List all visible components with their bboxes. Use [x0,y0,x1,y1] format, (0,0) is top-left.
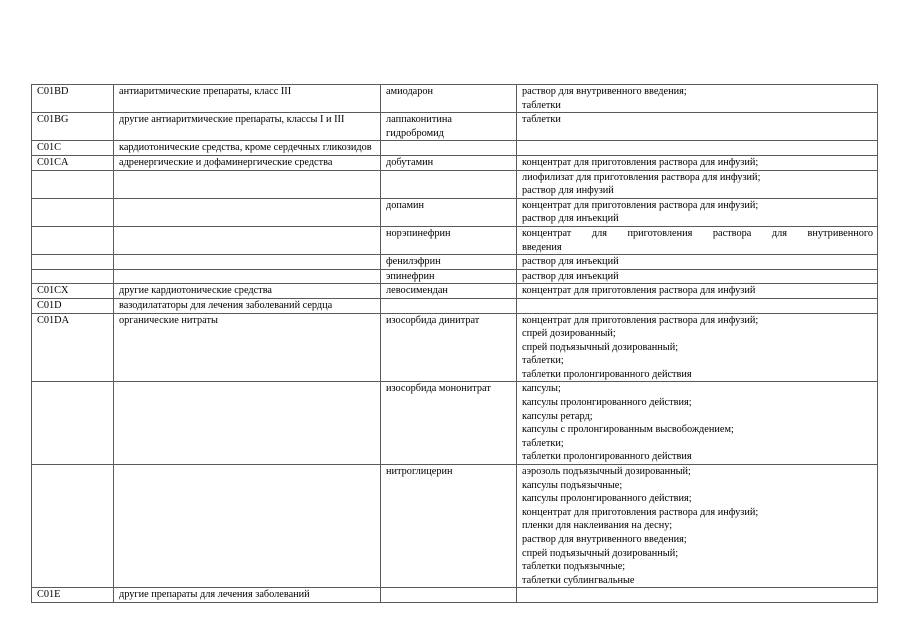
drug-name-cell: лаппаконитина гидробромид [381,113,517,141]
atc-code-cell: C01CX [32,284,114,299]
atc-code-cell: C01E [32,588,114,603]
atc-group-cell [114,170,381,198]
atc-code-cell [32,465,114,588]
table-row [32,382,878,465]
drug-name-cell: фенилэфрин [381,255,517,270]
dosage-form-line: раствор для инъекций [522,213,619,225]
dosage-forms-cell [517,465,878,588]
dosage-form-line: пленки для наклеивания на десну; [522,520,673,532]
drug-name-cell [381,298,517,313]
table-row [32,255,878,270]
atc-code-cell: C01CA [32,155,114,170]
dosage-form-line: таблетки; [522,437,564,449]
atc-code-cell: C01D [32,298,114,313]
drug-name-cell: изосорбида мононитрат [381,382,517,465]
drug-name-cell: эпинефрин [381,269,517,284]
dosage-forms-cell [517,155,878,170]
atc-group-cell: органические нитраты [114,313,381,382]
dosage-forms-cell [517,85,878,113]
dosage-forms-cell [517,298,878,313]
dosage-form-line: раствор для внутривенного введения; [522,86,687,97]
dosage-forms-cell [517,113,878,141]
drug-name-cell: левосимендан [381,284,517,299]
drug-name-cell: добутамин [381,155,517,170]
dosage-form-line: лиофилизат для приготовления раствора для инфузий; [522,171,761,183]
dosage-form-line: капсулы пролонгированного действия; [522,397,692,409]
atc-group-cell: другие антиаритмические препараты, классы I и III [114,113,381,141]
dosage-forms-cell [517,141,878,156]
table-row [32,113,878,141]
table-row [32,465,878,588]
atc-code-cell [32,269,114,284]
dosage-forms-cell [517,170,878,198]
atc-code-cell [32,226,114,254]
atc-group-cell [114,269,381,284]
atc-code-cell [32,198,114,226]
dosage-form-line: концентрат для приготовления раствора для инфузий [522,285,756,297]
table-body [32,85,878,603]
dosage-form-line: раствор для инфузий [522,185,614,197]
atc-drug-table [31,84,878,603]
dosage-form-line: таблетки; [522,355,564,367]
dosage-forms-cell [517,255,878,270]
atc-code-cell [32,255,114,270]
atc-code-cell: C01DA [32,313,114,382]
table-row [32,313,878,382]
atc-group-cell [114,226,381,254]
table-row [32,141,878,156]
atc-code-cell [32,382,114,465]
dosage-form-line: таблетки [522,114,561,126]
dosage-form-line: капсулы; [522,383,561,395]
dosage-forms-cell [517,284,878,299]
drug-name-cell: норэпинефрин [381,226,517,254]
atc-group-cell [114,465,381,588]
dosage-form-line: концентрат для приготовления раствора для инфузий; [522,506,759,518]
dosage-form-line: раствор для внутривенного введения; [522,534,687,545]
dosage-form-line: капсулы с пролонгированным высвобождением; [522,424,734,436]
table-row [32,198,878,226]
dosage-form-line: капсулы ретард; [522,410,593,422]
atc-group-cell: антиаритмические препараты, класс III [114,85,381,113]
dosage-form-line: концентрат для приготовления раствора для инфузий; [522,156,759,168]
dosage-form-line: концентрат для приготовления раствора для инфузий; [522,199,759,211]
dosage-form-line: капсулы подъязычные; [522,479,623,491]
atc-group-cell [114,198,381,226]
drug-name-cell: амиодарон [381,85,517,113]
dosage-forms-cell [517,226,878,254]
dosage-form-line: таблетки [522,99,561,111]
atc-group-cell: другие препараты для лечения заболеваний [114,588,381,603]
dosage-forms-cell [517,588,878,603]
atc-code-cell [32,170,114,198]
dosage-form-line: таблетки пролонгированного действия [522,368,692,380]
atc-group-cell [114,255,381,270]
atc-code-cell: C01C [32,141,114,156]
drug-name-cell [381,588,517,603]
drug-name-cell [381,170,517,198]
dosage-form-line: таблетки сублингвальные [522,574,635,586]
atc-code-cell: C01BG [32,113,114,141]
table-row [32,170,878,198]
table-row [32,588,878,603]
dosage-form-line: спрей подъязычный дозированный; [522,341,679,353]
dosage-form-line: спрей дозированный; [522,328,616,340]
dosage-form-line: раствор для инъекций [522,270,619,282]
drug-name-cell: изосорбида динитрат [381,313,517,382]
table-row [32,269,878,284]
dosage-form-line: аэрозоль подъязычный дозированный; [522,466,691,478]
table-row [32,85,878,113]
dosage-forms-cell [517,313,878,382]
dosage-forms-cell [517,269,878,284]
dosage-form-line: введения [522,241,562,253]
dosage-form-line: капсулы пролонгированного действия; [522,493,692,505]
dosage-forms-cell [517,382,878,465]
table-row [32,226,878,254]
atc-group-cell: вазодилататоры для лечения заболеваний сердца [114,298,381,313]
dosage-form-line: концентрат для приготовления раствора для внутривенного [522,227,873,239]
dosage-form-line: таблетки пролонгированного действия [522,451,692,463]
dosage-form-line: таблетки подъязычные; [522,561,626,573]
dosage-forms-cell [517,198,878,226]
dosage-form-line: раствор для инъекций [522,256,619,268]
dosage-form-line: спрей подъязычный дозированный; [522,547,679,559]
atc-group-cell: другие кардиотонические средства [114,284,381,299]
atc-code-cell: C01BD [32,85,114,113]
drug-name-cell: нитроглицерин [381,465,517,588]
table-row [32,155,878,170]
dosage-form-line: концентрат для приготовления раствора для инфузий; [522,314,759,326]
table-row [32,298,878,313]
table-row [32,284,878,299]
drug-name-cell [381,141,517,156]
atc-group-cell: кардиотонические средства, кроме сердечных гликозидов [114,141,381,156]
atc-group-cell [114,382,381,465]
drug-name-cell: допамин [381,198,517,226]
atc-group-cell: адренергические и дофаминергические средства [114,155,381,170]
